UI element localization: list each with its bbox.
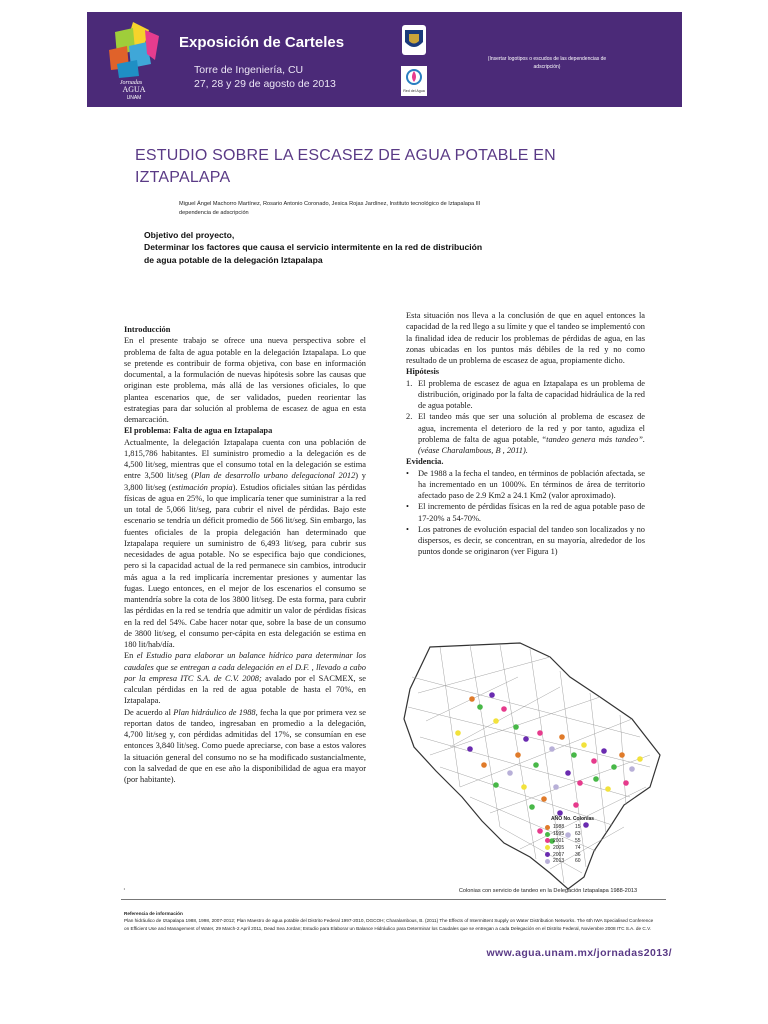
legend-year: 2001 [553,837,565,844]
problem-paragraph-3 [124,707,366,786]
objective-line-1: Objetivo del proyecto, [144,230,235,240]
text-run: Actualmente, la delegación Iztapalapa cuenta con una población de 1,815,786 habitantes. El suministro promedio a la delegación es de 4,500 lit/seg, mientras que el consumo total en la delegación se estima entre 3,500 lit/seg ( [124,437,366,481]
unam-crest-icon [401,24,427,56]
jornadas-agua-logo [103,20,165,100]
legend-row [545,831,625,838]
bullet: • [406,524,409,534]
dot-mark: · [123,885,126,894]
text-run: fecha la que por primera vez se reportan datos de tandeo, ingresaban en promedio a la delegación, 4,700 lit/seg y, con pérdidas admitidas del 17%, se consumían en ese entonces 3,840 lit/seg. Como puede apreciarse, con base a estos valores la situación general del consumo no se ha modificado sustancialmente, con la salvedad de que en ese año la disponibilidad de agua era mayor (por habitante). [124,707,366,784]
bullet: • [406,468,409,478]
legend-count: 36 [575,851,581,858]
legend-count: 60 [575,858,581,865]
text-run: En [124,651,137,661]
legend-row [545,844,625,851]
text-run: ) y 3,800 lit/seg ( [124,471,366,492]
legend-color-dot [545,832,550,837]
text-run: ). Estudios oficiales sitúan las pérdidas físicas de agua en 25%, lo que implicaría tener que suministrar a la red un total de 5,066 lit/seg, para cubrir el nivel de pérdidas. Bajo este escenario se tendría un déficit promedio de 566 lit/seg. Sin embargo, las fuentes oficiales de la propia delegación han determinado que Iztapalapa requiere un suministro de 6,493 lit/seg, para cubrir sus necesidades de agua potable. No se especifica bajo que condiciones, pero si la capacidad actual de la red permanece sin cambios, introducir más agua a la red implicaría incrementar presiones y aumentar las fugas. Luego entonces, en el mejor de los escenarios el consumo se mantendría sobre la cota de los 3800 lit/seg. De esta forma, para cubrir las pérdidas en la red se tendría que admitir un valor de pérdidas físicas en la red del 54%. Cabe hacer notar que, sobre la base de un consumo de 3800 lit/seg, el consumo per-cápita en esta delegación se estima en 180 lit/hab/día. [124,482,367,649]
legend-color-dot [545,859,550,864]
agua-logo-text: Red del Agua [403,89,425,93]
left-column [124,324,366,785]
legend-color-dot [545,825,550,830]
red-del-agua-logo [401,66,427,96]
text-run: De acuerdo al [124,707,174,717]
logo-text-jornadas: Jornadas [119,80,143,86]
legend-count: 55 [575,837,581,844]
evidence-item [406,524,645,558]
map-legend [545,816,625,865]
references-divider [121,899,666,900]
bullet: • [406,502,409,512]
map-caption: Colonias con servicio de tandeo en la Delegación Iztapalapa 1988-2013 [458,888,638,894]
problem-paragraph-2 [124,650,366,706]
legend-year: 2013 [553,858,565,865]
evidence-list [406,468,645,558]
legend-color-dot [545,845,550,850]
hypothesis-heading: Hipótesis [406,367,440,377]
legend-rows [545,824,625,865]
references-heading: Referencia de información [124,911,183,916]
hypothesis-list [406,378,645,457]
legend-count: 15 [575,824,581,831]
header-venue: Torre de Ingeniería, CU [194,64,304,76]
text-run-italic: ”. (véase Charalambous, B , 2011). [418,434,645,455]
legend-row [545,838,625,845]
site-url-link[interactable]: www.agua.unam.mx/jornadas2013/ [486,947,672,959]
text-run-italic: el Estudio para elaborar un balance hídrico para determinar los caudales que se entregan a cada delegación en el D.F. , llevado a cabo por la empresa ITC S.A. de C.V. 2008; [124,651,366,683]
legend-year: 1988 [553,824,565,831]
legend-row [545,851,625,858]
legend-color-dot [545,838,550,843]
problem-heading: El problema: Falta de agua en Iztapalapa [124,426,273,436]
evidence-heading: Evidencia. [406,457,444,467]
text-run: El problema de escasez de agua en Iztapalapa es un problema de distribución, originado por la falta de capacidad hidráulica de la red de agua potable. [418,378,645,410]
text-run-italic: tandeo genera más tandeo [546,434,639,444]
objective-line-3: de agua potable de la delegación Iztapalapa [144,254,323,265]
text-run-italic: Plan de desarrollo urbano delegacional 2012 [194,471,356,481]
problem-paragraph-1 [124,437,366,651]
legend-color-dot [545,852,550,857]
list-number: 2. [406,412,413,422]
intro-heading: Introducción [124,325,171,334]
affiliation: dependencia de adscripción [179,209,249,216]
legend-year: 2005 [553,844,565,851]
text-run: El tandeo más que ser una solución al problema de escasez de agua, incrementa el deterioro de la red y por tanto, agudiza el problema de falta de agua potable, “ [418,412,645,444]
list-number: 1. [406,378,413,388]
hypothesis-item [406,411,645,456]
text-run: De 1988 a la fecha el tandeo, en términos de población afectada, se ha incrementado en un 1000%. En términos de área de territorio afectado paso de 2.9 Km2 a 24.1 Km2 (valor aproximado). [418,468,645,500]
evidence-item [406,501,645,524]
legend-heading: AÑO No. Colonias [551,816,595,822]
references [124,910,659,932]
objective-line-2: Determinar los factores que causa el servicio intermitente en la red de distribución [144,242,483,253]
header-dates: 27, 28 y 29 de agosto de 2013 [194,78,336,90]
logo-text-agua: AGUA [122,85,146,94]
legend-year: 2007 [553,851,565,858]
poster [87,12,682,1012]
header-logos-note: (Insertar logotipos o escudos de las dependencias de adscripción) [487,56,607,70]
legend-year: 1995 [553,831,565,838]
text-run-italic: Plan hidráulico de 1988, [173,707,258,717]
right-column [406,310,645,558]
hypothesis-item [406,378,645,412]
evidence-item [406,468,645,502]
authors [179,200,599,218]
header-title: Exposición de Carteles [179,34,345,51]
text-run: El incremento de pérdidas físicas en la red de agua potable paso de 17-20% a 54-70%. [418,502,645,523]
header-band [87,12,682,107]
references-text: Plan hidráulico de Iztapalapa 1988, 1998, 2007-2012; Plan Maestro de agua potable del Distrito Federal 1997-2010, DGCOH; Charalambous, B. (2011) The Effects of Intermittent Supply on Water Distribution Networks. The 6th IWA Specialised Conference on Efficient Use and Management of Water, 29 March-2 April 2011, Dead Sea Jordan; Estudio para Elaborar un Balance Hidráulico para Determinar los Caudales que se entregan a cada Delegación en el Distrito Federal, Noviembre 2008 ITC S.A. de C.V. [124,918,654,931]
intro-paragraph: En el presente trabajo se ofrece una nueva perspectiva sobre el problema de falta de agua potable en la delegación Iztapalapa. Lo que se pretende es contribuir de forma objetiva, con base en información documental, a la formulación de nuevas hipótesis sobre las causas que originan este problema, más allá de las versiones oficiales, lo que plantea escenarios que, de ser validados, pueden reorientar las estrategias para dar solución al problema de escasez de agua en esta demarcación. [124,336,366,424]
legend-count: 63 [575,831,581,838]
legend-count: 74 [575,844,581,851]
logo-text-unam: UNAM [126,95,142,100]
legend-row [545,824,625,831]
text-run: avalado por el SACMEX, se calculan pérdidas en la red de agua potable de hasta el 70%, en Iztapalapa. [124,673,366,706]
conclusion-paragraph: Esta situación nos lleva a la conclusión de que en aquel entonces la capacidad de la red llego a su límite y que el tandeo se implementó con la finalidad idea de reducir los problemas de pérdidas de agua, en las zonas ubicadas en los puntos más débiles de la red y no como resultado de un problema de escasez de agua, propiamente dicho. [406,311,645,365]
objective [144,229,584,266]
legend-row [545,858,625,865]
text-run-italic: estimación propia [171,482,233,492]
author-list: Miguel Ángel Machorro Martínez, Rosario Antonio Coronado, Jesica Rojas Jardínez, Instituto tecnológico de Iztapalapa III [179,201,481,207]
poster-title: ESTUDIO SOBRE LA ESCASEZ DE AGUA POTABLE EN IZTAPALAPA [135,147,556,186]
text-run: Los patrones de evolución espacial del tandeo son localizados y no dispersos, es decir, se concentran, en su mayoría, alrededor de los puntos donde se originaron (ver Figura 1) [418,524,645,557]
